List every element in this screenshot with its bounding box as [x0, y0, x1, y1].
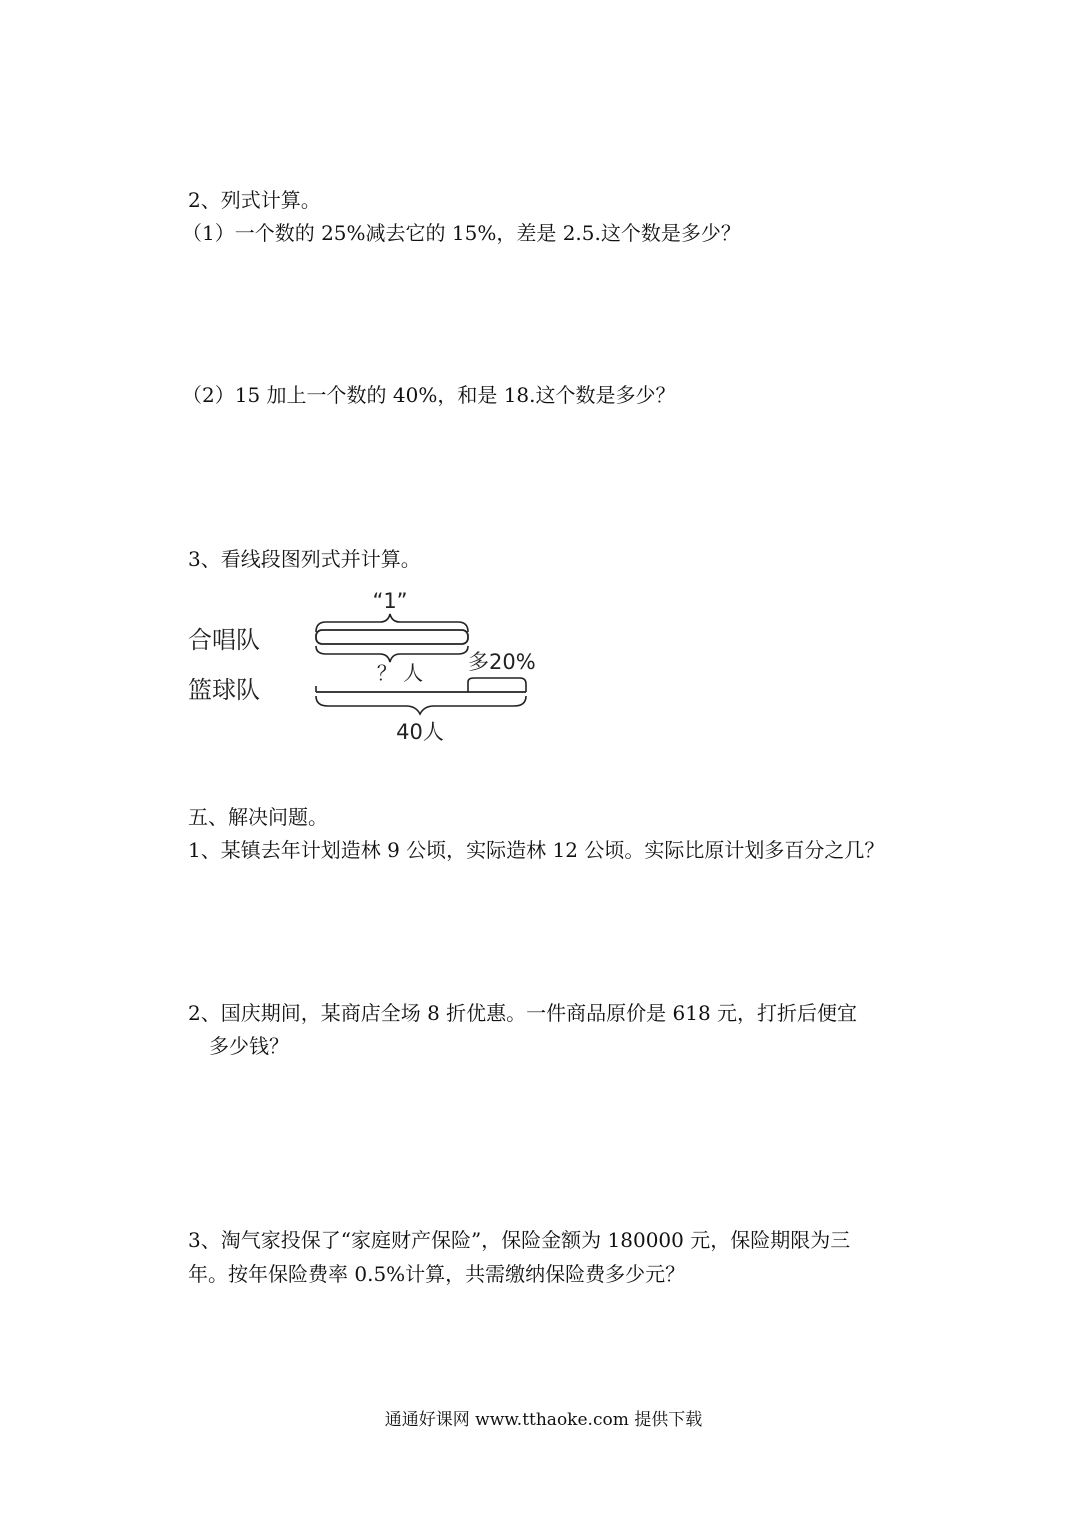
problem-3-line-1: 3、淘气家投保了“家庭财产保险”，保险金额为 180000 元，保险期限为三	[188, 1228, 851, 1252]
total-brace	[316, 696, 526, 714]
section-diagram-heading: 3、看线段图列式并计算。	[188, 547, 421, 571]
question-brace	[316, 646, 468, 662]
choir-label: 合唱队	[188, 626, 260, 654]
problem-3-line-2: 年。按年保险费率 0.5%计算，共需缴纳保险费多少元？	[188, 1262, 686, 1286]
section-calc-heading: 2、列式计算。	[188, 188, 321, 212]
question-2: （2）15 加上一个数的 40%，和是 18.这个数是多少？	[182, 383, 676, 407]
choir-segment	[316, 630, 468, 644]
extra-brace	[468, 678, 526, 692]
problem-2-line-1: 2、国庆期间，某商店全场 8 折优惠。一件商品原价是 618 元，打折后便宜	[188, 1001, 858, 1025]
basketball-label: 篮球队	[188, 676, 260, 704]
section-five-heading: 五、解决问题。	[188, 805, 328, 829]
question-1: （1）一个数的 25%减去它的 15%，差是 2.5.这个数是多少？	[182, 221, 741, 245]
extra-label: 多20%	[468, 650, 536, 674]
problem-1: 1、某镇去年计划造林 9 公顷，实际造林 12 公顷。实际比原计划多百分之几？	[188, 838, 885, 862]
question-label: ？ 人	[376, 661, 424, 685]
unit-label: “1”	[372, 589, 408, 613]
total-label: 40人	[396, 720, 444, 744]
line-segment-diagram	[180, 586, 560, 746]
footer-credit: 通通好课网 www.tthaoke.com 提供下载	[384, 1410, 703, 1430]
problem-2-line-2: 多少钱？	[209, 1034, 289, 1058]
diagram-svg	[180, 586, 560, 746]
